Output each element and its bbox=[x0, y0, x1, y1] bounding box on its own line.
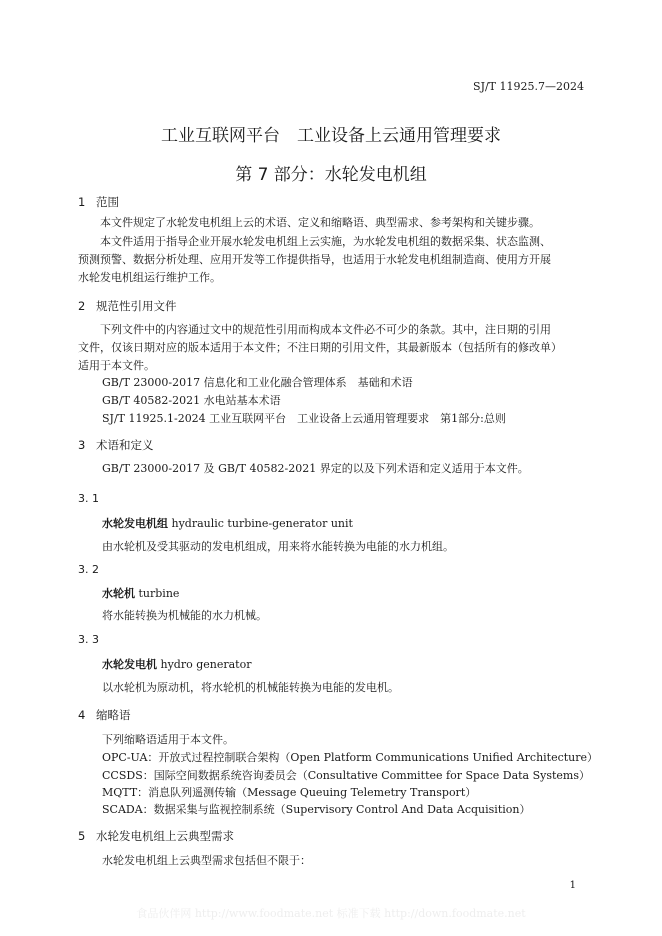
section-number: 4 bbox=[78, 708, 86, 722]
reference-item: SJ/T 11925.1-2024 工业互联网平台 工业设备上云通用管理要求 第1部分:总则 bbox=[102, 412, 506, 425]
paragraph-line: 水轮发电机组运行维护工作。 bbox=[78, 271, 221, 284]
standard-number: SJ/T 11925.7—2024 bbox=[473, 80, 584, 93]
page-number: 1 bbox=[569, 880, 576, 891]
abbreviation-item: SCADA：数据采集与监视控制系统（Supervisory Control And Data Acquisition） bbox=[102, 803, 531, 816]
section-number: 3 bbox=[78, 438, 86, 452]
abbreviation-item: MQTT：消息队列遥测传输（Message Queuing Telemetry Transport） bbox=[102, 786, 477, 799]
section-number: 5 bbox=[78, 829, 86, 843]
section-number: 1 bbox=[78, 195, 86, 209]
term-definition: 将水能转换为机械能的水力机械。 bbox=[102, 609, 267, 622]
section-title: 水轮发电机组上云典型需求 bbox=[96, 829, 234, 843]
paragraph-line: 适用于本文件。 bbox=[78, 359, 155, 372]
term-number: 3. 1 bbox=[78, 492, 99, 505]
term-title: 水轮发电机组 hydraulic turbine-generator unit bbox=[102, 517, 353, 530]
document-subtitle: 第 7 部分：水轮发电机组 bbox=[235, 165, 427, 185]
document-title: 工业互联网平台 工业设备上云通用管理要求 bbox=[161, 126, 501, 146]
term-title: 水轮发电机 hydro generator bbox=[102, 658, 252, 671]
section-title: 范围 bbox=[96, 195, 119, 209]
section-heading-5 bbox=[78, 828, 234, 844]
abbreviation-item: CCSDS：国际空间数据系统咨询委员会（Consultative Committee for Space Data Systems） bbox=[102, 769, 591, 782]
abbreviation-item: OPC-UA：开放式过程控制联合架构（Open Platform Communications Unified Architecture） bbox=[102, 751, 599, 764]
paragraph: 本文件适用于指导企业开展水轮发电机组上云实施，为水轮发电机组的数据采集、状态监测、 bbox=[100, 235, 551, 248]
section-intro: 下列缩略语适用于本文件。 bbox=[102, 733, 234, 746]
section-number: 2 bbox=[78, 299, 86, 313]
watermark: 食品伙伴网 http://www.foodmate.net 标准下载 http://down.foodmate.net bbox=[136, 907, 526, 920]
paragraph-line: 文件，仅该日期对应的版本适用于本文件；不注日期的引用文件，其最新版本（包括所有的修改单） bbox=[78, 341, 562, 354]
section-heading-1 bbox=[78, 194, 119, 210]
term-definition: 以水轮机为原动机，将水轮机的机械能转换为电能的发电机。 bbox=[102, 681, 399, 694]
reference-item: GB/T 23000-2017 信息化和工业化融合管理体系 基础和术语 bbox=[102, 376, 413, 389]
term-definition: 由水轮机及受其驱动的发电机组成，用来将水能转换为电能的水力机组。 bbox=[102, 540, 454, 553]
section-intro: GB/T 23000-2017 及 GB/T 40582-2021 界定的以及下列术语和定义适用于本文件。 bbox=[102, 462, 529, 475]
term-number: 3. 3 bbox=[78, 633, 99, 646]
paragraph: 本文件规定了水轮发电机组上云的术语、定义和缩略语、典型需求、参考架构和关键步骤。 bbox=[100, 216, 540, 229]
paragraph: 下列文件中的内容通过文中的规范性引用而构成本文件必不可少的条款。其中，注日期的引用 bbox=[100, 323, 551, 336]
section-title: 术语和定义 bbox=[96, 438, 154, 452]
paragraph-line: 预测预警、数据分析处理、应用开发等工作提供指导，也适用于水轮发电机组制造商、使用方开展 bbox=[78, 253, 551, 266]
term-title: 水轮机 turbine bbox=[102, 587, 180, 600]
section-title: 规范性引用文件 bbox=[96, 299, 177, 313]
section-heading-3 bbox=[78, 437, 154, 453]
term-number: 3. 2 bbox=[78, 563, 99, 576]
reference-item: GB/T 40582-2021 水电站基本术语 bbox=[102, 394, 281, 407]
section-intro: 水轮发电机组上云典型需求包括但不限于： bbox=[102, 854, 311, 867]
section-title: 缩略语 bbox=[96, 708, 131, 722]
section-heading-2 bbox=[78, 298, 177, 314]
section-heading-4 bbox=[78, 707, 131, 723]
